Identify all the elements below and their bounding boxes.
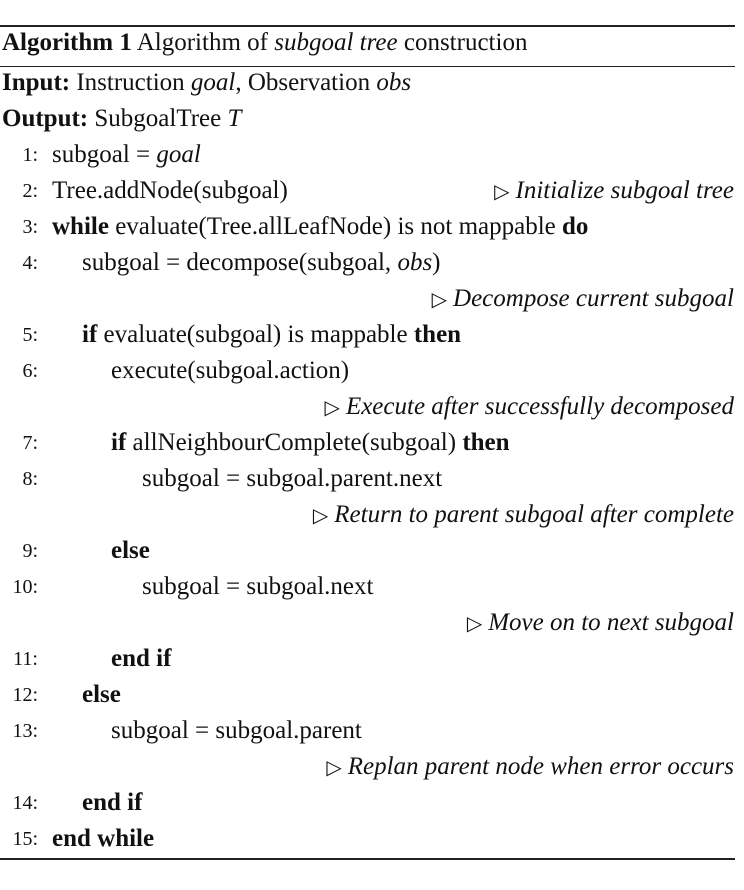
line-code (111, 357, 349, 385)
keyword: end if (82, 789, 143, 816)
line-code (52, 177, 288, 205)
algorithm-line (0, 645, 735, 681)
line-number: 13: (12, 720, 38, 742)
line-number: 10: (12, 576, 38, 598)
comment-text: Execute after successfully decomposed (345, 393, 734, 420)
bottom-rule (0, 858, 735, 860)
keyword: if (111, 429, 127, 456)
comment-text: Decompose current subgoal (453, 285, 734, 312)
algorithm-line (0, 789, 735, 825)
line-number: 1: (22, 144, 38, 166)
algorithm-line (0, 681, 735, 717)
line-number: 8: (22, 468, 38, 490)
output-label: Output: (2, 105, 89, 132)
line-code (82, 681, 121, 709)
line-comment (313, 501, 734, 529)
algorithm-line (0, 321, 735, 357)
code-text: execute(subgoal.action) (111, 357, 350, 384)
top-rule (0, 25, 735, 27)
code-text: Tree.addNode(subgoal) (52, 177, 288, 204)
line-comment (467, 609, 734, 637)
algorithm-line (0, 429, 735, 465)
comment-text: Return to parent subgoal after complete (334, 501, 734, 528)
code-text: evaluate(subgoal) is mappable (97, 321, 414, 348)
line-number: 11: (13, 648, 38, 670)
code-text: subgoal = (52, 141, 157, 168)
line-code (142, 573, 373, 601)
comment-text: Move on to next subgoal (488, 609, 734, 636)
line-number: 9: (22, 540, 38, 562)
algorithm-line (0, 357, 735, 420)
line-code (82, 249, 441, 277)
code-text: subgoal = subgoal.parent (111, 717, 362, 744)
output-line (2, 105, 241, 133)
algorithm-line (0, 537, 735, 573)
algorithm-line (0, 141, 735, 177)
line-code (82, 321, 461, 349)
line-number: 14: (12, 792, 38, 814)
algorithm-label: Algorithm 1 (2, 29, 132, 56)
line-number: 6: (22, 360, 38, 382)
keyword: do (562, 213, 589, 240)
algorithm-line (0, 177, 735, 213)
input-text-a: Instruction (76, 69, 191, 96)
code-variable: goal (156, 141, 201, 168)
input-var-goal: goal (190, 69, 236, 96)
line-number: 4: (22, 252, 38, 274)
keyword: then (413, 321, 462, 348)
title-text-a: Algorithm of (136, 29, 275, 56)
title-text-italic: subgoal tree (274, 29, 398, 56)
comment-text: Initialize subgoal tree (515, 177, 734, 204)
line-code (52, 825, 154, 853)
line-code (111, 537, 150, 565)
keyword: while (52, 213, 109, 240)
keyword: else (111, 537, 150, 564)
keyword: then (462, 429, 510, 456)
code-text: subgoal = subgoal.next (142, 573, 374, 600)
line-comment (326, 753, 734, 781)
line-code (142, 465, 442, 493)
comment-triangle-icon: ▷ (324, 397, 340, 419)
keyword: else (82, 681, 121, 708)
line-comment (325, 393, 734, 421)
comment-triangle-icon: ▷ (431, 289, 448, 311)
comment-triangle-icon: ▷ (494, 181, 510, 203)
title-text-b: construction (397, 29, 528, 56)
keyword: if (82, 321, 98, 348)
code-text: allNeighbourComplete(subgoal) (126, 429, 463, 456)
line-number: 2: (22, 180, 38, 202)
algorithm-line (0, 825, 735, 861)
comment-triangle-icon: ▷ (312, 505, 329, 527)
title-rule (0, 66, 735, 67)
comment-text: Replan parent node when error occurs (347, 753, 734, 780)
line-number: 12: (12, 684, 38, 706)
code-text: evaluate(Tree.allLeafNode) is not mappable (108, 213, 563, 240)
code-text: subgoal = subgoal.parent.next (142, 465, 443, 492)
keyword: end while (52, 825, 155, 852)
line-number: 15: (12, 828, 38, 850)
comment-triangle-icon: ▷ (466, 613, 483, 635)
keyword: end if (111, 645, 172, 672)
line-code (52, 141, 201, 169)
algorithm-line (0, 717, 735, 780)
algorithm-line (0, 213, 735, 249)
line-code (111, 717, 362, 745)
code-text: subgoal = decompose(subgoal, (82, 249, 398, 276)
input-var-obs: obs (376, 69, 412, 96)
input-text-b: , Observation (235, 69, 377, 96)
code-text: ) (432, 249, 441, 276)
algorithm-line (0, 573, 735, 636)
algorithm-line (0, 465, 735, 528)
line-number: 7: (22, 432, 38, 454)
line-comment (494, 177, 734, 205)
code-variable: obs (397, 249, 433, 276)
algorithm-title (2, 29, 527, 57)
line-code (111, 645, 171, 673)
line-number: 5: (22, 324, 38, 346)
comment-triangle-icon: ▷ (326, 757, 342, 779)
line-code (82, 789, 142, 817)
line-code (111, 429, 510, 457)
output-var: T (227, 105, 242, 132)
line-code (52, 213, 588, 241)
input-line (2, 69, 411, 97)
input-label: Input: (2, 69, 71, 96)
algorithm-line (0, 249, 735, 312)
line-comment (432, 285, 734, 313)
output-text-a: SubgoalTree (94, 105, 228, 132)
line-number: 3: (22, 216, 38, 238)
